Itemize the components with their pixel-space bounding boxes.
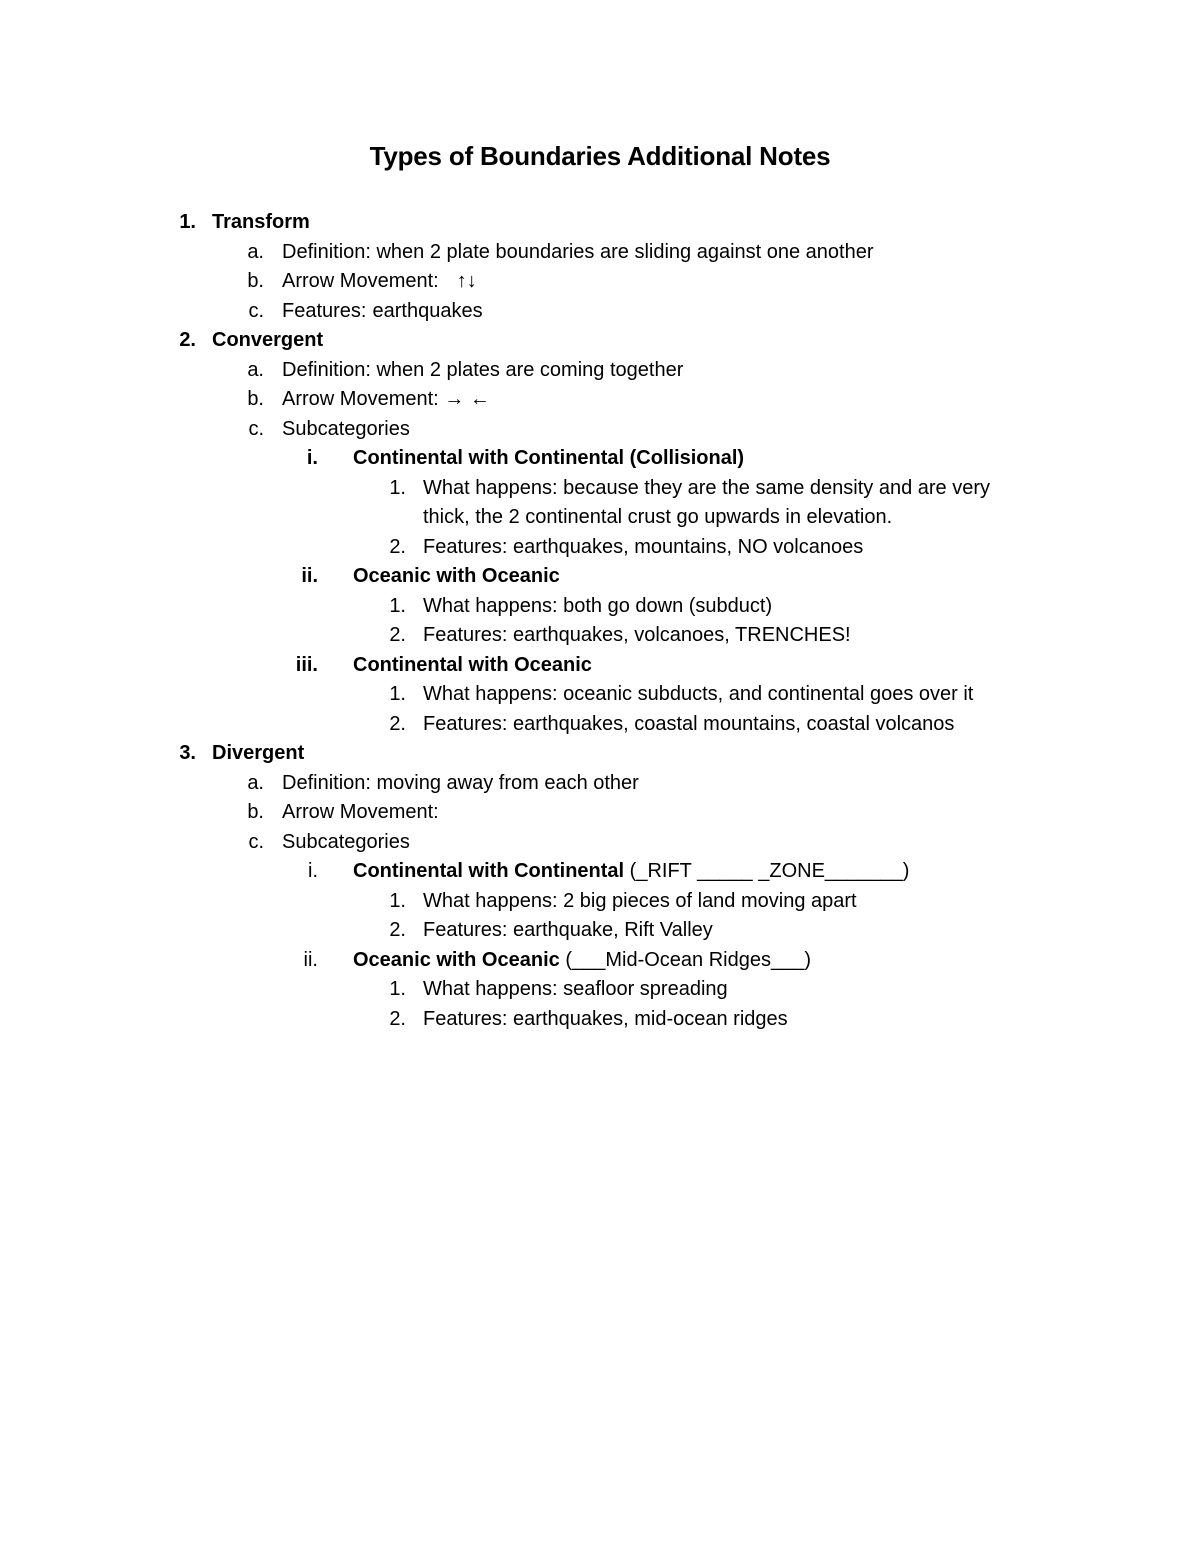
- list-item: [0, 1005, 1200, 1035]
- list-item: [0, 621, 1200, 651]
- item-number: 2.: [389, 1007, 406, 1030]
- item-number: 2.: [389, 535, 406, 558]
- section-heading: Convergent: [212, 329, 324, 351]
- fill-in-blank-answer: (_RIFT _____ _ZONE_______): [629, 860, 910, 882]
- item-value: earthquakes: [372, 299, 483, 322]
- item-number: 2.: [389, 919, 406, 941]
- list-item-continuation: [0, 503, 1200, 533]
- section-convergent: [0, 326, 1200, 356]
- item-letter: b.: [247, 801, 264, 823]
- section-number: 2.: [179, 329, 196, 351]
- item-text: Features: earthquakes, coastal mountains, coastal volcanos: [423, 712, 955, 735]
- item-text: What happens: oceanic subducts, and continental goes over it: [423, 683, 974, 705]
- item-text: What happens: seafloor spreading: [423, 978, 728, 1000]
- item-text: Subcategories: [282, 830, 410, 853]
- item-text: Subcategories: [282, 417, 410, 440]
- subcategory-title: Oceanic with Oceanic: [353, 565, 560, 587]
- subcategory-heading: [0, 946, 1200, 976]
- roman-numeral: ii.: [303, 948, 318, 971]
- item-number: 1.: [389, 889, 406, 912]
- arrow-symbols: ↑↓: [456, 270, 477, 292]
- item-text: What happens: both go down (subduct): [423, 594, 773, 617]
- roman-numeral: i.: [308, 860, 318, 882]
- roman-numeral: iii.: [295, 653, 318, 676]
- list-item: [0, 385, 1200, 415]
- item-text: What happens: because they are the same density and are very: [423, 476, 991, 499]
- item-text: Features: earthquakes, mountains, NO volcanoes: [423, 535, 864, 558]
- subcategory-title-wrapper: [353, 946, 811, 976]
- item-text: Features: earthquake, Rift Valley: [423, 919, 713, 941]
- item-text: What happens: 2 big pieces of land moving apart: [423, 889, 857, 912]
- item-letter: a.: [247, 240, 264, 263]
- section-divergent: [0, 739, 1200, 769]
- subcategory-title-wrapper: [353, 857, 909, 887]
- item-letter: c.: [248, 417, 264, 440]
- item-letter: a.: [247, 771, 264, 794]
- list-item: [0, 975, 1200, 1005]
- item-number: 1.: [389, 978, 406, 1000]
- list-item: [0, 533, 1200, 563]
- page-title: Types of Boundaries Additional Notes: [369, 141, 831, 171]
- item-text: Definition: when 2 plate boundaries are sliding against one another: [282, 240, 874, 263]
- section-heading: Transform: [212, 211, 310, 233]
- list-item: [0, 769, 1200, 799]
- item-text: Definition: when 2 plates are coming together: [282, 358, 684, 381]
- subcategory-heading: [0, 444, 1200, 474]
- item-letter: b.: [247, 388, 264, 410]
- item-number: 2.: [389, 712, 406, 735]
- list-item: [0, 916, 1200, 946]
- item-letter: a.: [247, 358, 264, 381]
- item-text: thick, the 2 continental crust go upwards in elevation.: [423, 506, 893, 528]
- section-number: 1.: [179, 211, 196, 233]
- item-number: 1.: [389, 594, 406, 617]
- section-number: 3.: [179, 742, 196, 764]
- list-item: [0, 415, 1200, 445]
- list-item: [0, 267, 1200, 297]
- item-number: 1.: [389, 683, 406, 705]
- list-item: [0, 680, 1200, 710]
- item-text: Arrow Movement: → ←: [282, 388, 490, 410]
- item-text: Features: earthquakes, mid-ocean ridges: [423, 1007, 788, 1030]
- item-text-wrapper: [282, 267, 477, 297]
- item-text: Definition: moving away from each other: [282, 771, 639, 794]
- subcategory-title: Oceanic with Oceanic: [353, 948, 560, 971]
- item-letter: b.: [247, 270, 264, 292]
- list-item: [0, 297, 1200, 327]
- subcategory-heading: [0, 651, 1200, 681]
- list-item: [0, 798, 1200, 828]
- item-text: Arrow Movement:: [282, 270, 439, 292]
- subcategory-heading: [0, 857, 1200, 887]
- list-item: [0, 887, 1200, 917]
- subcategory-title: Continental with Continental (Collisional): [353, 447, 745, 469]
- item-text: Arrow Movement:: [282, 801, 439, 823]
- item-letter: c.: [248, 830, 264, 853]
- fill-in-blank-answer: (___Mid-Ocean Ridges___): [565, 948, 811, 971]
- item-text-wrapper: [282, 297, 483, 327]
- list-item: [0, 828, 1200, 858]
- list-item: [0, 474, 1200, 504]
- item-number: 2.: [389, 624, 406, 646]
- section-transform: [0, 208, 1200, 238]
- list-item: [0, 592, 1200, 622]
- list-item: [0, 356, 1200, 386]
- roman-numeral: i.: [306, 447, 318, 469]
- subcategory-heading: [0, 562, 1200, 592]
- subcategory-title: Continental with Oceanic: [353, 653, 592, 676]
- boundaries-outline: [0, 208, 1200, 1034]
- section-heading: Divergent: [212, 742, 305, 764]
- item-letter: c.: [248, 299, 264, 322]
- subcategory-title: Continental with Continental: [353, 860, 625, 882]
- roman-numeral: ii.: [301, 565, 318, 587]
- item-text: Features: earthquakes, volcanoes, TRENCHES!: [423, 624, 851, 646]
- list-item: [0, 238, 1200, 268]
- item-number: 1.: [389, 476, 406, 499]
- item-label: Features:: [282, 299, 367, 322]
- list-item: [0, 710, 1200, 740]
